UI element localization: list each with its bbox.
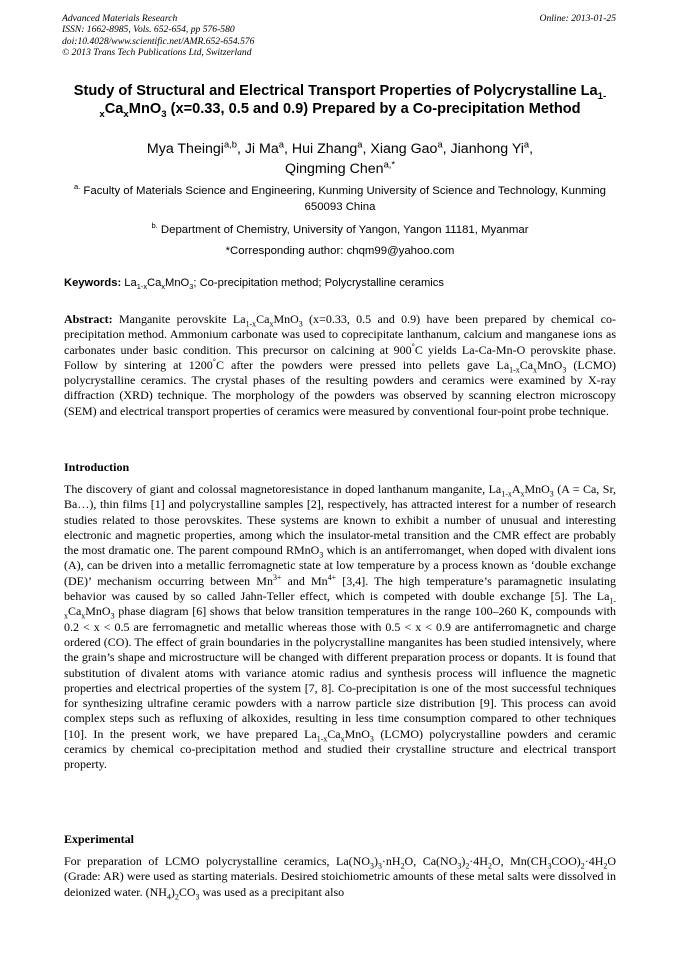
introduction-paragraph: The discovery of giant and colossal magnetoresistance in doped lanthanum manganite, $La_{1-x}A_xMnO_3$ (A = Ca, Sr, Ba…), thin films [1] and polycrystalline samples [2], respectively, has attracted interest for a number of research studies related to those perovskites. These systems are known to exhibit a number of unusual and interesting electronic and magnetic properties, among which the insulator-metal transition and the CMR effect are probably the most dramatic one. The parent compound RMnO$_3$ which is an antiferromanget, when doped with divalent ions (A), can be driven into a metallic ferromagnetic state at low temperature by a process known as ‘double exchange (DE)’ mechanism occurring between $Mn^{3+}$ and $Mn^{4+}$ [3,4]. The high temperature’s paramagnetic insulating behavior was caused by so called Jahn-Teller effect, which is competed with double exchange [5]. The $La_{1-x}Ca_xMnO_3$ phase diagram [6] shows that below transition temperatures in the range 100–260 K, compounds with 0.2 < x < 0.5 are ferromagnetic and metallic whereas those with 0.5 < x < 0.9 are antiferromagnetic and charge ordered (CO). The effect of grain boundaries in the polycrystalline manganites has been studied intensively, where the grain’s shape and microstructure will be changed with different preparation process or dopants. It is found that substitution of divalent atoms with variance atomic radius and synthesis process will influence the magnetic properties and electrical properties of the system [7, 8]. Co-precipitation is one of the most successful techniques for synthesizing ultrafine ceramic powders with a narrow particle size distribution [9]. This process can avoid complex steps such as refluxing of alkoxides, resulting in less time consumption compared to other techniques [10]. In the present work, we have prepared $La_{1-x}Ca_xMnO_3$ (LCMO) polycrystalline powders and ceramic ceramics by chemical co-precipitation method and studied their crystalline structure and electrical transport property. [64,482,617,772]
experimental-heading: Experimental [64,832,134,846]
paper-title: Study of Structural and Electrical Transport Properties of Polycrystalline $La_{1-x}Ca_xMnO_3$ (x=0.33, 0.5 and 0.9) Prepared by a Co-precipitation Method [73,83,607,121]
affiliation-b: $^{b.}$ Department of Chemistry, University of Yangon, Yangon 11181, Myanmar [151,221,529,236]
introduction-heading: Introduction [64,460,130,474]
copyright-line: © 2013 Trans Tech Publications Ltd, Switzerland [62,47,252,59]
experimental-paragraph: For preparation of LCMO polycrystalline ceramics, $La(NO_3)_3\cdot nH_2O$, $Ca(NO_3)_2\cdot 4H_2O$, $Mn(CH_3COO)_2\cdot 4H_2O$ (Grade: AR) were used as starting materials. Desired stoichiometric amounts of these metal salts were dissolved in deionized water. $(NH_4)_2CO_3$ was used as a precipitant also [64,854,616,901]
corresponding-author: *Corresponding author: chqm99@yahoo.com [225,245,455,257]
journal-header [62,13,616,59]
author-list: Mya Theingi$^{a,b}$, Ji Ma$^a$, Hui Zhang$^a$, Xiang Gao$^a$, Jianhong Yi$^a$, Qingming Chen$^{a,*}$ [146,139,534,177]
online-date: Online: 2013-01-25 [539,13,616,24]
abstract-paragraph: Abstract: Manganite perovskite $La_{1-x}Ca_xMnO_3$ (x=0.33, 0.5 and 0.9) have been prepared by chemical co-precipitation method. Ammonium carbonate was used to coprecipitate lanthanum, calcium and manganese ions as carbonates under basic condition. This precursor on calcining at 900°C yields La-Ca-Mn-O perovskite phase. Follow by sintering at 1200°C after the powders were pressed into pellets gave $La_{1-x}Ca_xMnO_3$ (LCMO) polycrystalline ceramics. The crystal phases of the resulting powders and ceramics were examined by X-ray diffraction (XRD) technique. The morphology of the powders was observed by scanning electron microscopy (SEM) and electrical transport properties of ceramics were measured by conventional four-point probe technique. [64,312,616,418]
doi-line[interactable]: doi:10.4028/www.scientific.net/AMR.652-654.576 [62,35,255,47]
journal-name: Advanced Materials Research [62,13,178,24]
affiliation-a: $^{a.}$ Faculty of Materials Science and Engineering, Kunming University of Science and Technology, Kunming 650093 China [73,182,606,213]
issn-line: ISSN: 1662-8985, Vols. 652-654, pp 576-580 [62,24,235,36]
keywords: Keywords: $La_{1-x}Ca_xMnO_3$; Co-precipitation method; Polycrystalline ceramics [64,277,444,292]
